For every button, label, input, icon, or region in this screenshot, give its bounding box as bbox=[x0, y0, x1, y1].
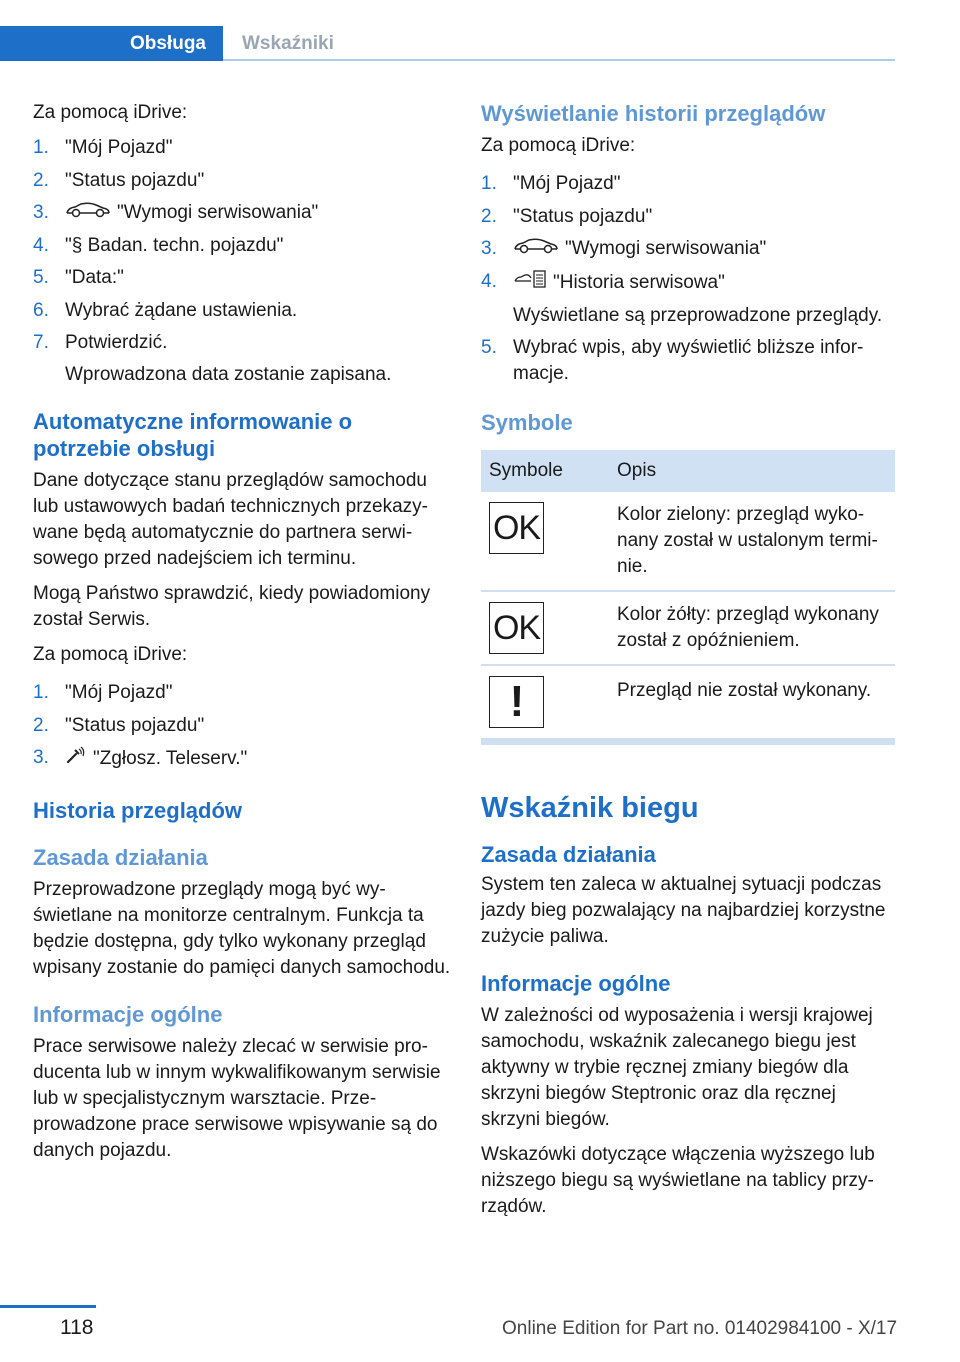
description-cell: Przegląd nie został wykonany. bbox=[609, 665, 895, 739]
page-number: 118 bbox=[60, 1316, 94, 1339]
item-number: 3. bbox=[481, 238, 497, 259]
item-number: 1. bbox=[481, 173, 497, 194]
item-number: 3. bbox=[33, 747, 49, 769]
symbol-text: OK bbox=[492, 609, 541, 648]
footer-rule bbox=[0, 1305, 96, 1308]
table-row bbox=[481, 665, 895, 739]
steps-list-history bbox=[481, 171, 895, 387]
item-text: "Zgłosz. Teleserv." bbox=[93, 748, 248, 770]
description-cell: Kolor zielony: przegląd wykonany został w ustalonym terminie. bbox=[609, 492, 895, 591]
steps-list-date bbox=[33, 135, 451, 388]
teleservice-icon bbox=[65, 745, 87, 773]
heading-principle-right: Zasada działania bbox=[481, 842, 656, 868]
item-text: Wybrać żądane ustawienia. bbox=[65, 299, 298, 321]
heading-service-history: Historia przeglądów bbox=[33, 798, 243, 824]
item-text: "Status pojazdu" bbox=[513, 205, 653, 227]
list-item bbox=[481, 236, 895, 262]
car-service-icon bbox=[65, 200, 111, 226]
heading-auto-info: Automatyczne informowanie o potrzebie obsługi bbox=[33, 409, 353, 462]
symbol-text: OK bbox=[492, 509, 541, 548]
item-text: "Historia serwisowa" bbox=[553, 271, 725, 293]
exclamation-icon bbox=[489, 676, 544, 728]
item-text: "§ Badan. techn. pojazdu" bbox=[65, 234, 284, 256]
list-item bbox=[33, 298, 451, 324]
item-text: "Wymogi serwisowania" bbox=[565, 238, 767, 260]
list-item bbox=[33, 265, 451, 291]
paragraph-auto-info-2: Mogą Państwo sprawdzić, kiedy powiadomiony został Serwis. bbox=[33, 583, 431, 631]
item-text: Wybrać wpis, aby wyświetlić bliższe informacje. bbox=[513, 337, 864, 385]
tab-underline bbox=[223, 59, 895, 61]
paragraph-general-info: Prace serwisowe należy zlecać w serwisie producenta lub w innym wykwalifikowanym serwisie lub w specjalistycznym warsztacie. Przeprowadzone prace serwisowe wpisywanie są do danych pojazdu. bbox=[33, 1036, 441, 1162]
steps-list-teleservice bbox=[33, 680, 451, 773]
heading-gear-indicator: Wskaźnik biegu bbox=[481, 792, 699, 825]
symbol-cell bbox=[481, 492, 609, 591]
list-item bbox=[481, 171, 895, 197]
heading-symbols: Symbole bbox=[481, 410, 573, 436]
table-header-description: Opis bbox=[609, 450, 895, 492]
item-number: 3. bbox=[33, 202, 49, 223]
item-text: "Mój Pojazd" bbox=[65, 137, 173, 158]
right-column bbox=[481, 100, 895, 1229]
paragraph-general-info-right-1: W zależności od wyposażenia i wersji krajowej samochodu, wskaźnik zalecanego biegu jest aktywny w trybie ręcznej zmiany biegów dla skrzyni biegów Steptronic oraz dla ręcznej skrzyni biegów. bbox=[481, 1005, 873, 1131]
item-number: 5. bbox=[481, 337, 497, 359]
intro-idrive-2: Za pomocą iDrive: bbox=[33, 644, 188, 666]
table-header-row bbox=[481, 450, 895, 492]
table-bottom-rule bbox=[481, 740, 895, 745]
item-text: "Mój Pojazd" bbox=[513, 173, 621, 194]
header-tabs bbox=[0, 26, 895, 61]
paragraph-principle: Przeprowadzone przeglądy mogą być wyświetlane na monitorze centralnym. Funkcja ta będzie dostępna, gdy tylko wykonany przegląd wpisany zostanie do pamięci danych samochodu. bbox=[33, 879, 451, 979]
edition-text: Online Edition for Part no. 01402984100 - X/17 bbox=[502, 1318, 898, 1339]
intro-idrive-right: Za pomocą iDrive: bbox=[481, 135, 636, 156]
item-number: 1. bbox=[33, 137, 49, 158]
service-history-icon bbox=[513, 269, 547, 297]
heading-general-info: Informacje ogólne bbox=[33, 1002, 223, 1028]
item-text: "Status pojazdu" bbox=[65, 169, 205, 191]
heading-general-info-right: Informacje ogólne bbox=[481, 971, 671, 997]
symbol-cell bbox=[481, 665, 609, 739]
list-item bbox=[33, 330, 451, 388]
symbol-text: ! bbox=[509, 677, 524, 727]
description-cell: Kolor żółty: przegląd wykonany został z opóźnieniem. bbox=[609, 591, 895, 665]
intro-idrive: Za pomocą iDrive: bbox=[33, 102, 188, 123]
tab-wskazniki[interactable]: Wskaźniki bbox=[242, 32, 334, 54]
table-header-symbols: Symbole bbox=[481, 450, 609, 492]
symbols-table bbox=[481, 450, 895, 740]
list-item bbox=[33, 200, 451, 226]
ok-green-icon bbox=[489, 502, 544, 554]
ok-yellow-icon bbox=[489, 602, 544, 654]
list-item bbox=[33, 135, 451, 161]
item-number: 5. bbox=[33, 267, 49, 289]
paragraph-auto-info-1: Dane dotyczące stanu przeglądów samochodu lub ustawowych badań technicznych przekazywane będą automatycznie do partnera serwisowego przed nadejściem ich terminu. bbox=[33, 470, 428, 570]
list-item bbox=[33, 233, 451, 259]
list-item bbox=[481, 269, 895, 329]
heading-display-history: Wyświetlanie historii przeglądów bbox=[481, 101, 826, 126]
item-text: "Wymogi serwisowania" bbox=[117, 202, 319, 224]
table-row bbox=[481, 591, 895, 665]
item-text: "Status pojazdu" bbox=[65, 714, 205, 736]
item-text: "Data:" bbox=[65, 267, 124, 289]
item-number: 2. bbox=[33, 169, 49, 191]
paragraph-general-info-right-2: Wskazówki dotyczące włączenia wyższego lub niższego biegu są wyświetlane na tablicy przyrządów. bbox=[481, 1144, 875, 1218]
list-item bbox=[33, 745, 451, 773]
list-item bbox=[33, 713, 451, 739]
list-item bbox=[33, 680, 451, 706]
tab-obsluga[interactable]: Obsługa bbox=[0, 26, 223, 61]
item-number: 7. bbox=[33, 332, 49, 354]
item-number: 4. bbox=[481, 270, 497, 292]
item-text: "Mój Pojazd" bbox=[65, 682, 173, 704]
item-number: 1. bbox=[33, 682, 49, 704]
symbol-cell bbox=[481, 591, 609, 665]
item-text: Potwierdzić. bbox=[65, 332, 168, 354]
list-item bbox=[481, 335, 895, 387]
item-number: 4. bbox=[33, 234, 49, 256]
item-number: 6. bbox=[33, 299, 49, 321]
car-service-icon bbox=[513, 236, 559, 262]
list-item bbox=[33, 168, 451, 194]
item-number: 2. bbox=[481, 205, 497, 227]
item-subtext: Wprowadzona data zostanie zapisana. bbox=[65, 364, 392, 386]
paragraph-principle-right: System ten zaleca w aktualnej sytuacji podczas jazdy bieg pozwalający na najbardziej korzystne zużycie paliwa. bbox=[481, 874, 886, 948]
item-subtext: Wyświetlane są przeprowadzone przeglądy. bbox=[513, 304, 883, 326]
item-number: 2. bbox=[33, 714, 49, 736]
table-row bbox=[481, 492, 895, 591]
heading-principle: Zasada działania bbox=[33, 845, 208, 871]
list-item bbox=[481, 204, 895, 230]
left-column bbox=[33, 100, 451, 1173]
